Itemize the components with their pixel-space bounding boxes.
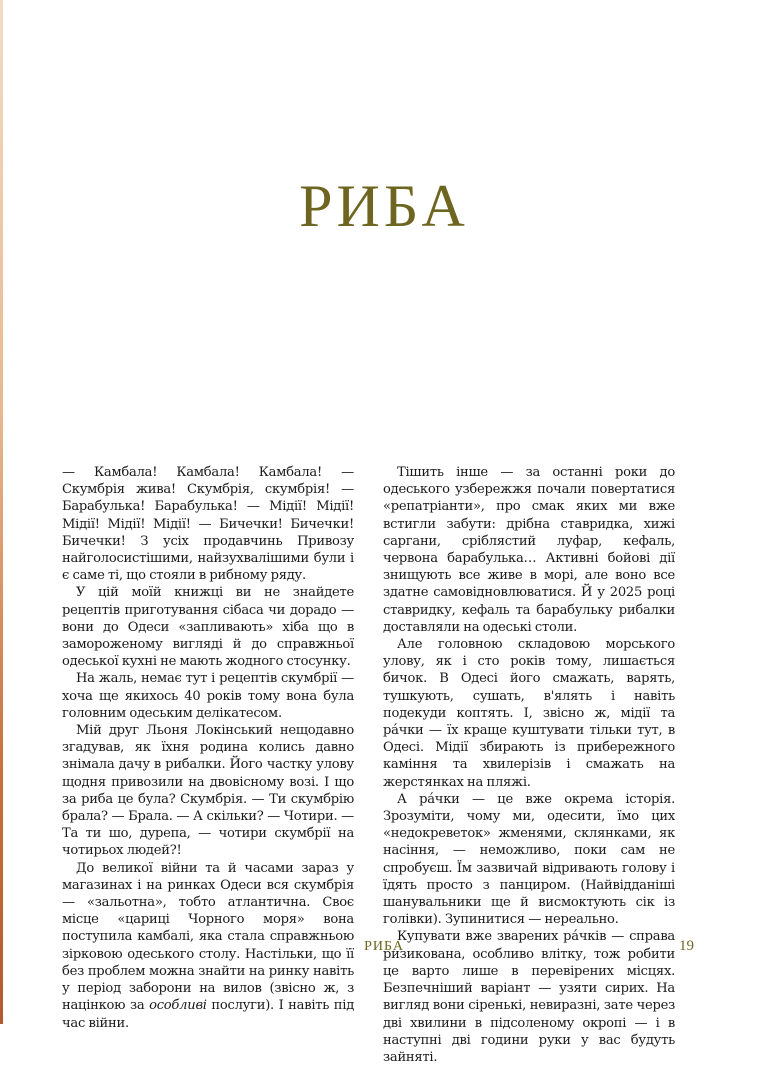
- running-head: РИБА: [364, 939, 404, 954]
- paragraph: Мій друг Льоня Локінський нещодавно згадував, як їхня родина колись давно знімала дачу в рибалки. Його частку улову щодня привозили на двовісному возі. І що за риба це була? Скумбрія. — Ти скумбрію брала? — Брала. — А скільки? — Чотири. — Та ти шо, дурепа, — чотири скумбрії на чотирьох людей?!: [62, 723, 354, 859]
- paragraph: А рáчки — це вже окрема історія. Зрозуміти, чому ми, одесити, їмо цих «недокреветок» жменями, склянками, як насіння, — неможливо, поки сам не спробуєш. Їм зазвичай відривають голову і їдять просто з панциром. (Найвідданіші шанувальники ще й висмоктують сік із голівки). Зупинитися — нереально.: [383, 791, 675, 928]
- paragraph: — Камбала! Камбала! Камбала! — Скумбрія жива! Скумбрія, скумбрія! — Барабулька! Барабулька! — Мідії! Мідії! Мідії! Мідії! Мідії! — Бичечки! Бичечки! Бичечки! З усіх продавчинь Привозу найголосистішими, найзухвалішими були і є саме ті, що стояли в рибному ряду.: [62, 465, 354, 584]
- emphasis-text: особливі: [149, 998, 207, 1014]
- paragraph-text: До великої війни та й часами зараз у магазинах і на ринках Одеси вся скумбрія — «зальотна», тобто атлантична. Своє місце «цариці Чорного моря» вона поступила камбалі, яка стала справжньою зірковою одеського столу. Настільки, що її без проблем можна знайти на ринку навіть у період заборони на вилов (звісно ж, з націнкою за: [62, 860, 354, 1014]
- paragraph: Але головною складовою морського улову, як і сто років тому, лишається бичок. В Одесі його смажать, варять, тушкують, сушать, в'ялять і навіть подекуди коптять. І, звісно ж, мідії та рáчки — їх краще куштувати тільки тут, в Одесі. Мідії збирають із прибережного каміння та хвилерізів і смажать на жерстянках на пляжі.: [383, 637, 675, 790]
- paragraph: Купувати вже зварених рáчків — справа ризикована, особливо влітку, тож робити це варто лише в перевірених місцях. Безпечніший варіант — узяти сирих. На вигляд вони сіренькі, невиразні, зате через дві хвилини в підсоленому окропі — і в наступні дві години руки у вас будуть зайняті.: [383, 929, 675, 1065]
- page-edge-strip: [0, 0, 3, 1024]
- paragraph: Тішить інше — за останні роки до одеського узбережжя почали повертатися «репатріанти», про смак яких ми вже встигли забути: дрібна ставридка, хижі саргани, сріблястий луфар, кефаль, червона барабулька… Активні бойові дії знищують все живе в морі, але воно все здатне самовідновлюватися. Й у 2025 році ставридку, кефаль та барабульку рибалки доставляли на одеські столи.: [383, 465, 675, 635]
- paragraph: У цій моїй книжці ви не знайдете рецептів приготування сібаса чи дорадо — вони до Одеси «запливають» хіба що в замороженому вигляді й до справжньої одеської кухні не мають жодного стосунку.: [62, 585, 354, 670]
- right-column: [383, 464, 675, 1066]
- page-number: 19: [679, 938, 694, 954]
- chapter-title: РИБА: [299, 173, 469, 239]
- paragraph-text: послуги). І навіть під час війни.: [62, 998, 355, 1031]
- paragraph: На жаль, немає тут і рецептів скумбрії — хоча ще якихось 40 років тому вона була головним одеським делікатесом.: [62, 671, 354, 721]
